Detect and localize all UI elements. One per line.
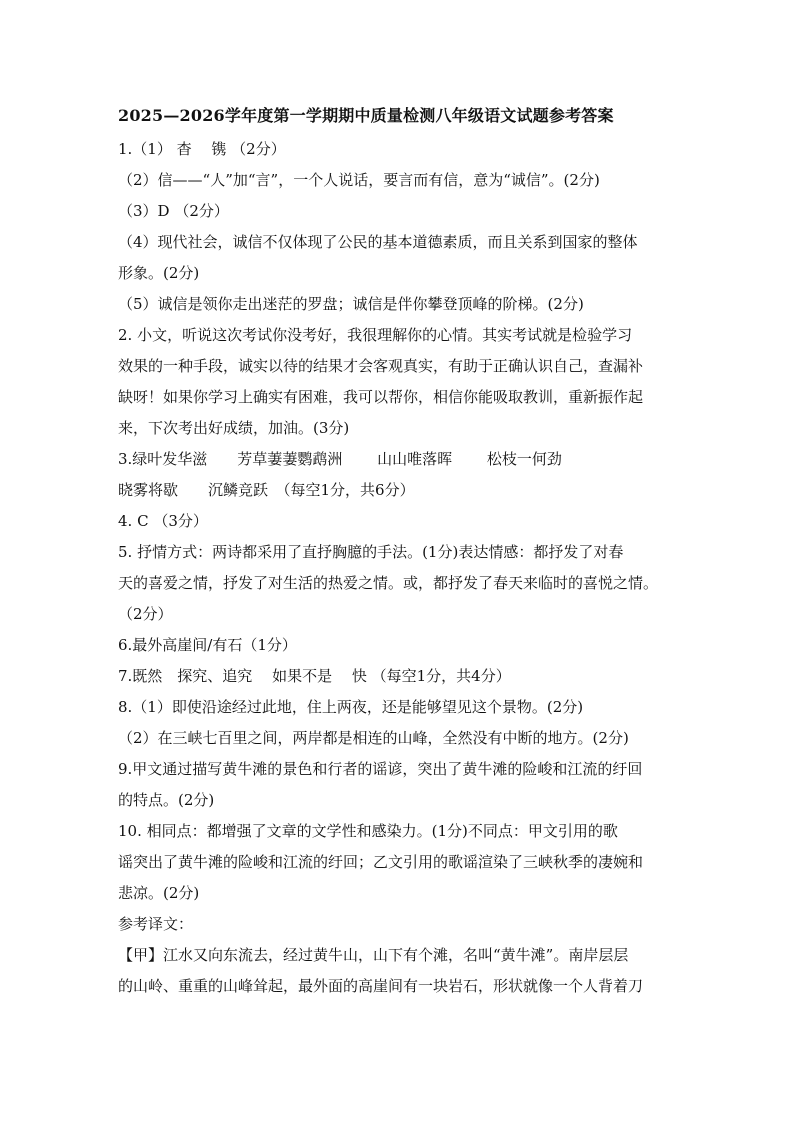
answer-line: 形象。(2分) — [118, 264, 200, 282]
answer-line: 缺呀！如果你学习上确实有困难，我可以帮你，相信你能吸取教训，重新振作起 — [118, 388, 644, 406]
answer-line: 【甲】江水又向东流去，经过黄牛山，山下有个滩，名叫“黄牛滩”。南岸层层 — [118, 946, 629, 964]
answer-line: 谣突出了黄牛滩的险峻和江流的纡回；乙文引用的歌谣渲染了三峡秋季的凄婉和 — [118, 853, 644, 871]
answer-document — [118, 104, 678, 1002]
answer-line: 9.甲文通过描写黄牛滩的景色和行者的谣谚，突出了黄牛滩的险峻和江流的纡回 — [118, 760, 643, 778]
answer-line: （2分） — [118, 605, 173, 623]
answer-line: （5）诚信是领你走出迷茫的罗盘；诚信是伴你攀登顶峰的阶梯。(2分) — [118, 295, 584, 313]
answer-line: 晓雾将歇 沉鳞竞跃 （每空1分，共6分） — [118, 481, 415, 499]
answer-line: 2. 小文，听说这次考试你没考好，我很理解你的心情。其实考试就是检验学习 — [118, 326, 633, 344]
answer-line: （2）在三峡七百里之间，两岸都是相连的山峰，全然没有中断的地方。(2分) — [118, 729, 629, 747]
answer-line: 6.最外高崖间/有石（1分） — [118, 636, 297, 654]
answer-line: 3.绿叶发华滋 芳草萋萋鹦鹉洲 山山唯落晖 松枝一何劲 — [118, 450, 562, 468]
answer-line: 来，下次考出好成绩，加油。(3分) — [118, 419, 350, 437]
answer-line: 8.（1）即使沿途经过此地，住上两夜，还是能够望见这个景物。(2分) — [118, 698, 584, 716]
answer-line: 7.既然 探究、追究 如果不是 快 （每空1分，共4分） — [118, 667, 511, 685]
answer-line: 1.（1） 杳 镌 （2分） — [118, 140, 286, 158]
answer-line: 效果的一种手段，诚实以待的结果才会客观真实，有助于正确认识自己，查漏补 — [118, 357, 644, 375]
answer-line: 4. C （3分） — [118, 512, 208, 530]
answer-line: 5. 抒情方式：两诗都采用了直抒胸臆的手法。(1分)表达情感：都抒发了对春 — [118, 543, 624, 561]
answer-line: 天的喜爱之情，抒发了对生活的热爱之情。或，都抒发了春天来临时的喜悦之情。 — [118, 574, 659, 592]
answer-line: （2）信——“人”加“言”，一个人说话，要言而有信，意为“诚信”。(2分) — [118, 171, 600, 189]
answer-line: 10. 相同点：都增强了文章的文学性和感染力。(1分)不同点：甲文引用的歌 — [118, 822, 618, 840]
answer-line: （3）D （2分） — [118, 202, 229, 220]
answer-line: 参考译文： — [118, 915, 194, 933]
answer-line: 的山岭、重重的山峰耸起，最外面的高崖间有一块岩石，形状就像一个人背着刀 — [118, 977, 644, 995]
answer-line: 悲凉。(2分) — [118, 884, 200, 902]
answer-line: 的特点。(2分) — [118, 791, 215, 809]
document-title: 2025—2026学年度第一学期期中质量检测八年级语文试题参考答案 — [118, 106, 614, 125]
answer-line: （4）现代社会，诚信不仅体现了公民的基本道德素质，而且关系到国家的整体 — [118, 233, 638, 251]
answer-lines — [118, 134, 678, 1002]
